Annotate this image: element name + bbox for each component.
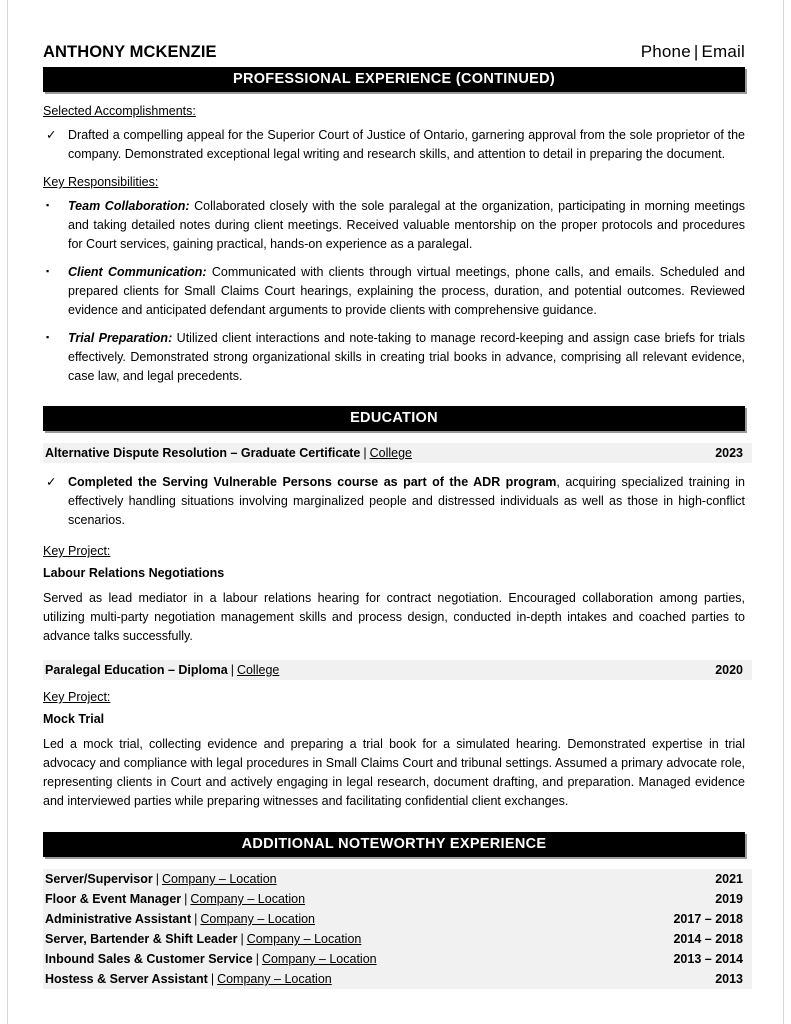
experience-company: Company – Location	[161, 872, 277, 886]
responsibility-text: Collaborated closely with the sole paralegal at the organization, participating in morning meetings and taking detailed notes during client meetings. Received valuable mentorship on the proper protocols and procedures for Court services, gaining practical, hands-on experience as a paralegal.	[68, 199, 745, 251]
document-header	[43, 0, 745, 67]
experience-row	[43, 949, 752, 969]
entry-separator: |	[230, 663, 234, 677]
education-year: 2020	[715, 663, 743, 677]
experience-row	[43, 929, 752, 949]
key-project-description: Led a mock trial, collecting evidence and preparing a trial book for a simulated hearing. Demonstrated expertise in trial advocacy and compliance with legal procedures in Small Claims Court and tribunal settings. Assumed a primary advocate role, representing clients in Court and actively engaging in legal research, document drafting, and preparation. Managed evidence and interviewed parties while preparing witnesses and facilitating confidential client exchanges.	[43, 737, 745, 808]
education-entry-heading	[45, 446, 412, 460]
entry-separator: |	[363, 446, 367, 460]
education-bullet-body	[68, 473, 745, 530]
experience-year: 2013	[715, 972, 743, 986]
entry-separator: |	[194, 912, 198, 926]
responsibility-text: Utilized client interactions and note-taking to manage record-keeping and assign case briefs for trials effectively. Demonstrated strong organizational skills in creating trial books in advance, comprising all relevant evidence, case law, and legal precedents.	[68, 331, 745, 383]
education-entry-row	[43, 660, 752, 680]
experience-role: Server/Supervisor	[45, 872, 153, 886]
square-bullet-icon: ▪	[46, 332, 50, 342]
key-project-title: Mock Trial	[43, 712, 105, 726]
education-institution: College	[369, 446, 412, 460]
education-entry-heading	[45, 663, 279, 677]
key-project-label: Key Project:	[43, 690, 111, 704]
experience-heading	[45, 912, 315, 926]
education-degree: Alternative Dispute Resolution – Graduate Certificate	[45, 446, 361, 460]
responsibility-bullet	[43, 329, 745, 386]
section-bar-professional-experience: PROFESSIONAL EXPERIENCE (CONTINUED)	[43, 67, 745, 92]
entry-separator: |	[210, 972, 215, 986]
key-project-description: Served as lead mediator in a labour relations hearing for contract negotiation. Encouraged collaboration among parties, utilizing multi-party negotiation management skills and process design, conducted in-depth intakes and coached parties to advance talks successfully.	[43, 591, 745, 643]
experience-row	[43, 889, 752, 909]
education-bullet-lead: Completed the Serving Vulnerable Persons course as part of the ADR program	[68, 475, 557, 489]
entry-separator: |	[255, 952, 259, 966]
experience-role: Inbound Sales & Customer Service	[45, 952, 253, 966]
additional-experience-list	[43, 869, 745, 989]
experience-company: Company – Location	[200, 912, 316, 926]
experience-heading	[45, 932, 361, 946]
experience-year: 2021	[715, 872, 743, 886]
experience-company: Company – Location	[190, 892, 306, 906]
experience-company: Company – Location	[246, 932, 362, 946]
phone-label: Phone	[640, 42, 691, 61]
experience-year: 2019	[715, 892, 743, 906]
entry-separator: |	[155, 872, 159, 886]
experience-year: 2017 – 2018	[673, 912, 743, 926]
experience-role: Hostess & Server Assistant	[45, 972, 208, 986]
checkmark-icon: ✓	[46, 475, 57, 489]
experience-row	[43, 869, 752, 889]
page-edge-left	[7, 0, 8, 1024]
checkmark-icon: ✓	[46, 128, 57, 142]
responsibility-body	[68, 197, 745, 254]
experience-year: 2014 – 2018	[673, 932, 743, 946]
selected-accomplishments-label: Selected Accomplishments:	[43, 104, 196, 118]
entry-separator: |	[240, 932, 244, 946]
experience-row	[43, 909, 752, 929]
experience-role: Floor & Event Manager	[45, 892, 182, 906]
education-degree: Paralegal Education – Diploma	[45, 663, 228, 677]
page-edge-right	[783, 0, 784, 1024]
square-bullet-icon: ▪	[46, 200, 50, 210]
responsibility-body	[68, 263, 745, 320]
responsibility-body	[68, 329, 745, 386]
experience-company: Company – Location	[261, 952, 377, 966]
education-bullet	[43, 473, 745, 530]
education-bullet-text: , acquiring specialized training in effectively handling situations involving marginalized people and distressed individuals as well as those in high-conflict scenarios.	[68, 475, 745, 527]
email-label: Email	[701, 42, 745, 61]
education-institution: College	[236, 663, 280, 677]
experience-heading	[45, 952, 377, 966]
responsibility-lead: Client Communication:	[68, 265, 207, 279]
experience-year: 2013 – 2014	[673, 952, 743, 966]
responsibility-lead: Team Collaboration:	[68, 199, 190, 213]
experience-heading	[45, 972, 332, 986]
square-bullet-icon: ▪	[46, 266, 50, 276]
candidate-name: ANTHONY MCKENZIE	[43, 43, 217, 61]
accomplishment-bullet	[43, 126, 745, 164]
education-year: 2023	[715, 446, 743, 460]
contact-line	[641, 42, 745, 62]
experience-role: Administrative Assistant	[45, 912, 192, 926]
accomplishment-text: Drafted a compelling appeal for the Superior Court of Justice of Ontario, garnering approval from the sole proprietor of the company. Demonstrated exceptional legal writing and research skills, and attention to detail in preparing the document.	[68, 128, 745, 161]
responsibility-bullet	[43, 263, 745, 320]
section-bar-additional-experience: ADDITIONAL NOTEWORTHY EXPERIENCE	[43, 832, 745, 857]
experience-company: Company – Location	[217, 972, 332, 986]
experience-heading	[45, 892, 305, 906]
education-entry-row	[43, 443, 752, 463]
entry-separator: |	[184, 892, 188, 906]
section-bar-education: EDUCATION	[43, 406, 745, 431]
key-project-title: Labour Relations Negotiations	[43, 566, 225, 580]
key-responsibilities-label: Key Responsibilities:	[43, 175, 159, 189]
experience-heading	[45, 872, 277, 886]
responsibility-bullet	[43, 197, 745, 254]
responsibility-lead: Trial Preparation:	[68, 331, 173, 345]
key-project-label: Key Project:	[43, 544, 111, 558]
responsibility-text: Communicated with clients through virtual meetings, phone calls, and emails. Scheduled and prepared clients for Small Claims Court hearings, explaining the process, duration, and potential outcomes. Reviewed evidence and anticipated defendant arguments to provide clients with comprehensive guidance.	[68, 265, 745, 317]
experience-role: Server, Bartender & Shift Leader	[45, 932, 238, 946]
contact-separator: |	[693, 42, 699, 61]
resume-content	[43, 0, 745, 989]
experience-row	[43, 969, 752, 989]
